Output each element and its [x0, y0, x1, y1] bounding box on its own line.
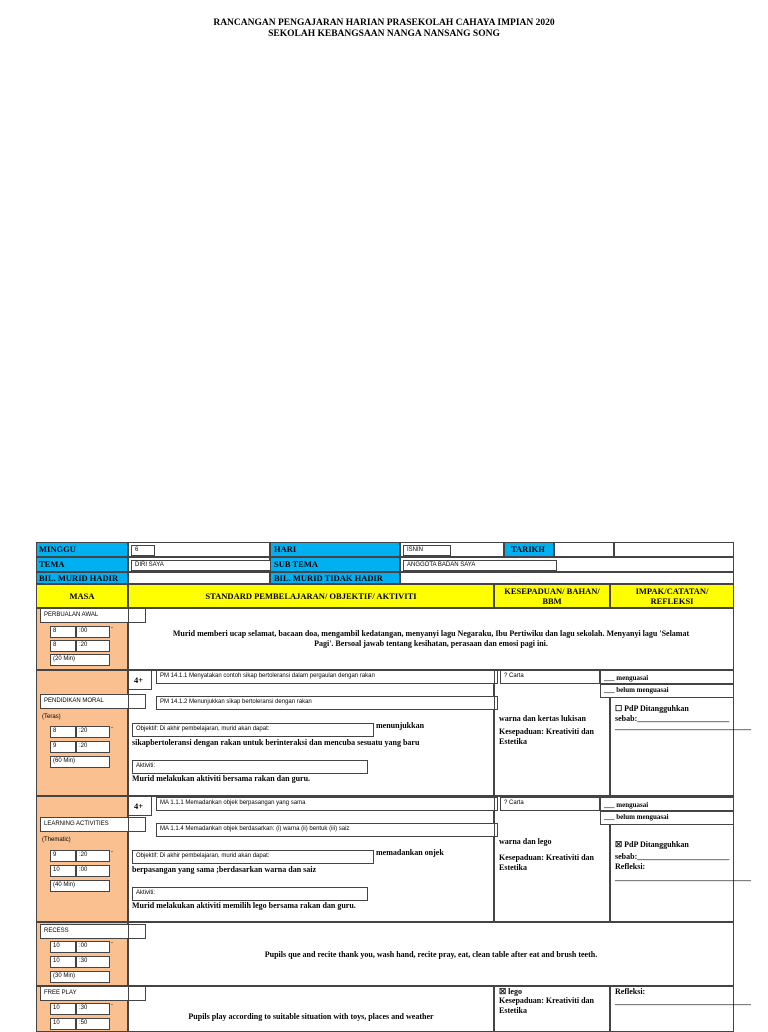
time-separator: - — [111, 940, 113, 946]
tarikh-value-cell[interactable] — [554, 542, 614, 557]
perbualan-duration: (20 Min) — [50, 654, 110, 666]
learning-objektif-label: Objektif: Di akhir pembelajaran, murid akan dapat: — [132, 850, 374, 864]
learning-impak-refleksi: Refleksi: — [615, 862, 646, 871]
standard-header — [128, 584, 494, 608]
masa-header-text: MASA — [69, 591, 95, 601]
moral-bahan-fragment: warna dan kertas lukisan — [499, 714, 586, 723]
learning-impak-line: __________________________________ — [615, 873, 751, 882]
perbualan-text-line2: Pagi'. Bersoal jawab tentang kesihatan, perasaan dan emosi pagi ini. — [314, 639, 548, 648]
learning-standard-2: MA 1.1.4 Memadankan objek berdasarkan: (i) warna (ii) bentuk (iii) saiz — [156, 823, 498, 837]
tarikh-label-cell — [504, 542, 554, 557]
freeplay-end-hour[interactable]: 10 — [50, 1018, 76, 1030]
recess-text: Pupils que and recite thank you, wash hand, recite pray, eat, clean table after eat and brush teeth. — [264, 950, 598, 959]
standard-header-text: STANDARD PEMBELAJARAN/ OBJEKTIF/ AKTIVITI — [205, 591, 417, 601]
time-separator: - — [111, 725, 113, 731]
learning-aktiviti-text: Murid melakukan aktiviti memilih lego bersama rakan dan guru. — [132, 901, 356, 910]
learning-standard-1: MA 1.1.1 Memadankan objek berpasangan yang sama — [156, 797, 498, 811]
recess-title: RECESS — [40, 924, 146, 939]
recess-content-cell — [128, 922, 734, 986]
learning-bahan-fragment: warna dan lego — [499, 837, 552, 846]
document-title: RANCANGAN PENGAJARAN HARIAN PRASEKOLAH CAHAYA IMPIAN 2020 — [213, 18, 555, 28]
hari-value-cell[interactable] — [400, 542, 504, 557]
kesepaduan-header-line1: KESEPADUAN/ BAHAN/ — [504, 586, 600, 596]
minggu-value[interactable]: 6 — [131, 545, 155, 556]
freeplay-impak-refleksi: Refleksi: — [615, 987, 646, 996]
perbualan-title: PERBUALAN AWAL — [40, 608, 146, 623]
recess-start-min[interactable]: :00 — [76, 941, 110, 953]
moral-standard-2: PM 14.1.2 Menunjukkan sikap bertoleransi dengan rakan — [156, 696, 498, 710]
moral-subtitle: (Teras) — [42, 714, 61, 720]
bil-tidak-hadir-label: BIL. MURID TIDAK HADIR — [274, 573, 383, 583]
recess-start-hour[interactable]: 10 — [50, 941, 76, 953]
learning-end-hour[interactable]: 10 — [50, 865, 76, 877]
bil-tidak-hadir-value-cell[interactable] — [400, 572, 734, 584]
freeplay-end-min[interactable]: :50 — [76, 1018, 110, 1030]
bil-hadir-label: BIL. MURID HADIR — [39, 573, 119, 583]
impak-header — [610, 584, 734, 608]
lesson-plan-table — [36, 542, 751, 1032]
tarikh-label: TARIKH — [511, 544, 545, 554]
moral-kesepaduan: Kesepaduan: Kreativiti dan Estetika — [499, 727, 594, 746]
recess-end-hour[interactable]: 10 — [50, 956, 76, 968]
learning-bahan-top: ? Carta — [500, 797, 600, 811]
moral-start-hour[interactable]: 8 — [50, 726, 76, 738]
perbualan-end-hour[interactable]: 8 — [50, 640, 76, 652]
subtema-label: SUB TEMA — [274, 559, 319, 569]
moral-duration: (60 Min) — [50, 756, 110, 768]
moral-aktiviti-label: Aktiviti: — [132, 760, 368, 774]
freeplay-impak-line: __________________________________ — [615, 997, 751, 1006]
moral-objektif-text: sikapbertoleransi dengan rakan untuk berinteraksi dan mencuba sesuatu yang baru — [132, 738, 420, 747]
learning-aktiviti-label: Aktiviti: — [132, 887, 368, 901]
learning-end-min[interactable]: :00 — [76, 865, 110, 877]
moral-level: 4+ — [134, 675, 144, 685]
tema-label-cell — [36, 557, 128, 572]
moral-impak-sebab: sebab:_______________________ — [615, 714, 730, 723]
learning-impak-fragment-1: ___ menguasai — [600, 797, 734, 811]
learning-duration: (40 Min) — [50, 880, 110, 892]
tema-label: TEMA — [39, 559, 65, 569]
impak-header-line2: REFLEKSI — [650, 596, 694, 606]
minggu-label-cell — [36, 542, 128, 557]
tema-value-cell[interactable] — [128, 557, 270, 572]
moral-objektif-tail: menunjukkan — [376, 721, 425, 730]
learning-start-min[interactable]: :20 — [76, 850, 110, 862]
perbualan-text-line1: Murid memberi ucap selamat, bacaan doa, mengambil kedatangan, menyanyi lagu Negaraku, Ibu Pertiwiku dan lagu sekolah. Menyanyi lagu 'Selamat — [172, 629, 690, 638]
learning-bahan-cell — [494, 796, 610, 922]
subtema-value-cell[interactable] — [400, 557, 734, 572]
time-separator: - — [111, 849, 113, 855]
moral-aktiviti-text: Murid melakukan aktiviti bersama rakan dan guru. — [132, 774, 311, 783]
learning-impak-pdp: ☒ PdP Ditangguhkan — [615, 840, 689, 849]
recess-end-min[interactable]: :30 — [76, 956, 110, 968]
tema-value[interactable]: DIRI SAYA — [131, 560, 271, 571]
learning-level: 4+ — [134, 801, 144, 811]
time-separator: - — [111, 1002, 113, 1008]
hari-value[interactable]: ISNIN — [403, 545, 451, 556]
moral-end-min[interactable]: :20 — [76, 741, 110, 753]
perbualan-start-hour[interactable]: 8 — [50, 626, 76, 638]
perbualan-end-min[interactable]: :20 — [76, 640, 110, 652]
freeplay-start-min[interactable]: :30 — [76, 1003, 110, 1015]
learning-kesepaduan: Kesepaduan: Kreativiti dan Estetika — [499, 853, 594, 872]
bil-hadir-label-cell — [36, 572, 128, 584]
masa-header — [36, 584, 128, 608]
subtema-label-cell — [270, 557, 400, 572]
freeplay-bahan: ☒ lego — [499, 987, 522, 996]
learning-title: LEARNING ACTIVITIES — [40, 817, 146, 832]
learning-objektif-tail: memadankan onjek — [376, 848, 444, 857]
learning-subtitle: (Thematic) — [42, 837, 71, 843]
moral-impak-pdp: ☐ PdP Ditangguhkan — [615, 704, 689, 713]
hari-label-cell — [270, 542, 400, 557]
recess-duration: (30 Min) — [50, 971, 110, 983]
perbualan-content-cell — [128, 608, 734, 670]
learning-impak-sebab: sebab:_______________________ — [615, 852, 730, 861]
tarikh-extra-cell — [614, 542, 734, 557]
freeplay-kesepaduan: Kesepaduan: Kreativiti dan Estetika — [499, 996, 594, 1015]
moral-objektif-label: Objektif: Di akhir pembelajaran, murid akan dapat: — [132, 723, 374, 737]
minggu-value-cell[interactable] — [128, 542, 270, 557]
moral-impak-fragment-2: ___ belum menguasai — [600, 684, 734, 698]
freeplay-text: Pupils play according to suitable situation with toys, places and weather — [188, 1012, 434, 1021]
moral-bahan-top: ? Carta — [500, 670, 600, 684]
learning-impak-fragment-2: ___ belum menguasai — [600, 811, 734, 825]
learning-level-cell — [128, 796, 152, 816]
subtema-value[interactable]: ANGGOTA BADAN SAYA — [403, 560, 557, 571]
perbualan-start-min[interactable]: :00 — [76, 626, 110, 638]
learning-objektif-text: berpasangan yang sama ;berdasarkan warna dan saiz — [132, 865, 317, 874]
freeplay-title: FREE PLAY — [40, 986, 146, 1001]
freeplay-start-hour[interactable]: 10 — [50, 1003, 76, 1015]
kesepaduan-header-line2: BBM — [542, 596, 562, 606]
freeplay-content-cell — [128, 986, 494, 1032]
impak-header-line1: IMPAK/CATATAN/ — [635, 586, 709, 596]
time-separator: - — [111, 625, 113, 631]
hari-label: HARI — [274, 544, 297, 554]
bil-hadir-value-cell[interactable] — [128, 572, 270, 584]
moral-start-min[interactable]: :20 — [76, 726, 110, 738]
freeplay-impak-cell — [610, 986, 751, 1032]
moral-level-cell — [128, 670, 152, 690]
bil-tidak-hadir-label-cell — [270, 572, 400, 584]
moral-standard-1: PM 14.1.1 Menyatakan contoh sikap bertoleransi dalam pergaulan dengan rakan — [156, 670, 498, 684]
school-name: SEKOLAH KEBANGSAAN NANGA NANSANG SONG — [268, 29, 500, 39]
freeplay-bahan-cell — [494, 986, 610, 1032]
moral-bahan-cell — [494, 670, 610, 796]
minggu-label: MINGGU — [39, 544, 76, 554]
kesepaduan-header — [494, 584, 610, 608]
moral-end-hour[interactable]: 9 — [50, 741, 76, 753]
moral-impak-line: __________________________________ — [615, 722, 751, 731]
moral-impak-fragment-1: ___ menguasai — [600, 670, 734, 684]
moral-title: PENDIDIKAN MORAL — [40, 694, 146, 709]
learning-start-hour[interactable]: 9 — [50, 850, 76, 862]
